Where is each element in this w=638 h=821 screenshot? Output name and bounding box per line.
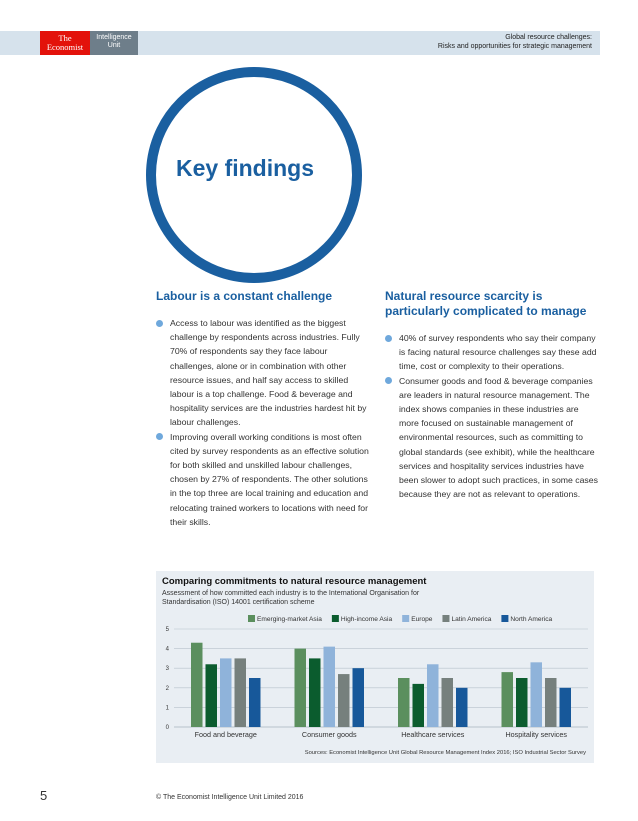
- page-number: 5: [40, 788, 48, 803]
- bar: [516, 678, 528, 727]
- right-bullet-2-text: Consumer goods and food & beverage companies are leaders in natural resource management. The index shows companies in these industries are more focused on sustainable management of environmental resources, such as committing to global standards (see exhibit), while the healthcare services and hospitality services industries have been slower to adopt such practices, in some cases because they are not as relevant to operations.: [399, 375, 598, 500]
- legend-swatch: [332, 615, 339, 622]
- eiu-logo-line1: Intelligence: [96, 34, 132, 41]
- right-column-heading: Natural resource scarcity is particularly complicated to manage: [385, 289, 587, 318]
- bar: [235, 658, 247, 727]
- legend-label: High-income Asia: [340, 616, 393, 623]
- bullet-dot-icon: [156, 320, 163, 327]
- eiu-logo-line2: Unit: [107, 42, 121, 49]
- right-column: [385, 289, 600, 501]
- key-findings-title: Key findings: [175, 155, 314, 181]
- bar: [442, 678, 454, 727]
- bar: [353, 668, 365, 727]
- bar: [413, 684, 425, 727]
- bar: [338, 674, 350, 727]
- left-column: [156, 289, 371, 529]
- legend-swatch: [501, 615, 508, 622]
- y-tick-label: 1: [165, 705, 169, 712]
- economist-logo-line1: The: [58, 33, 72, 43]
- bar: [295, 649, 307, 727]
- right-bullet-1-text: 40% of survey respondents who say their company is facing natural resource challenges say these add time, cost or complexity to their operations.: [399, 333, 597, 372]
- economist-logo-line2: Economist: [46, 42, 84, 52]
- bar: [456, 688, 468, 727]
- left-bullet-1: [156, 316, 371, 430]
- chart-title: Comparing commitments to natural resource management: [162, 576, 427, 587]
- report-title: [438, 33, 592, 51]
- bar: [249, 678, 261, 727]
- chart-exhibit: [156, 571, 594, 763]
- x-category-label: Hospitality services: [505, 730, 568, 739]
- bullet-dot-icon: [385, 377, 392, 384]
- y-tick-label: 4: [165, 646, 169, 653]
- bar: [309, 658, 321, 727]
- x-category-label: Consumer goods: [301, 730, 357, 739]
- bar: [427, 664, 439, 727]
- left-column-heading: Labour is a constant challenge: [156, 289, 333, 303]
- report-title-line2: Risks and opportunities for strategic management: [437, 43, 592, 50]
- bar: [560, 688, 572, 727]
- page-header: [0, 0, 638, 55]
- legend-label: Europe: [411, 616, 433, 623]
- bar: [220, 658, 232, 727]
- chart-subtitle: Assessment of how committed each industry is to the International Organisation for Standardisation (ISO) 14001 certification scheme: [162, 590, 420, 606]
- economist-logo: [40, 31, 90, 55]
- copyright: © The Economist Intelligence Unit Limited 2016: [156, 794, 304, 801]
- x-category-label: Food and beverage: [194, 730, 257, 739]
- legend-label: Latin America: [451, 616, 492, 623]
- left-bullet-1-text: Access to labour was identified as the biggest challenge by respondents across industries. Fully 70% of respondents say they face labour challenges, alone or in combination with other resource issues, and half say access to skilled labour is a top challenge. Food & beverage and hospitality services are the industries hardest hit by labour challenges.: [170, 318, 367, 428]
- bullet-dot-icon: [156, 433, 163, 440]
- right-bullet-1: [385, 331, 600, 374]
- legend-swatch: [248, 615, 255, 622]
- bar: [502, 672, 514, 727]
- y-tick-label: 3: [165, 666, 169, 673]
- left-bullet-2-text: Improving overall working conditions is most often cited by survey respondents as an effective solution for both skilled and unskilled labour challenges, chosen by 27% of respondents. The other solutions in the top three are local training and education and relocating trained workers to locations with need for their skills.: [170, 431, 369, 527]
- y-tick-label: 0: [165, 725, 169, 731]
- eiu-logo: [90, 31, 138, 55]
- x-category-label: Healthcare services: [401, 730, 465, 739]
- bar: [531, 662, 543, 727]
- legend-swatch: [402, 615, 409, 622]
- bar: [398, 678, 410, 727]
- right-bullet-2: [385, 374, 600, 502]
- report-title-line1: Global resource challenges:: [505, 34, 592, 41]
- legend-swatch: [442, 615, 449, 622]
- left-bullet-2: [156, 430, 371, 529]
- y-tick-label: 5: [165, 627, 169, 633]
- bar: [191, 643, 203, 727]
- bar: [324, 647, 336, 727]
- bullet-dot-icon: [385, 335, 392, 342]
- y-tick-label: 2: [165, 685, 169, 692]
- legend-label: North America: [510, 616, 553, 623]
- bar: [206, 664, 218, 727]
- legend-label: Emerging-market Asia: [257, 616, 322, 623]
- chart-source: Sources: Economist Intelligence Unit Global Resource Management Index 2016; ISO Industrial Sector Survey: [304, 750, 586, 756]
- bar: [545, 678, 557, 727]
